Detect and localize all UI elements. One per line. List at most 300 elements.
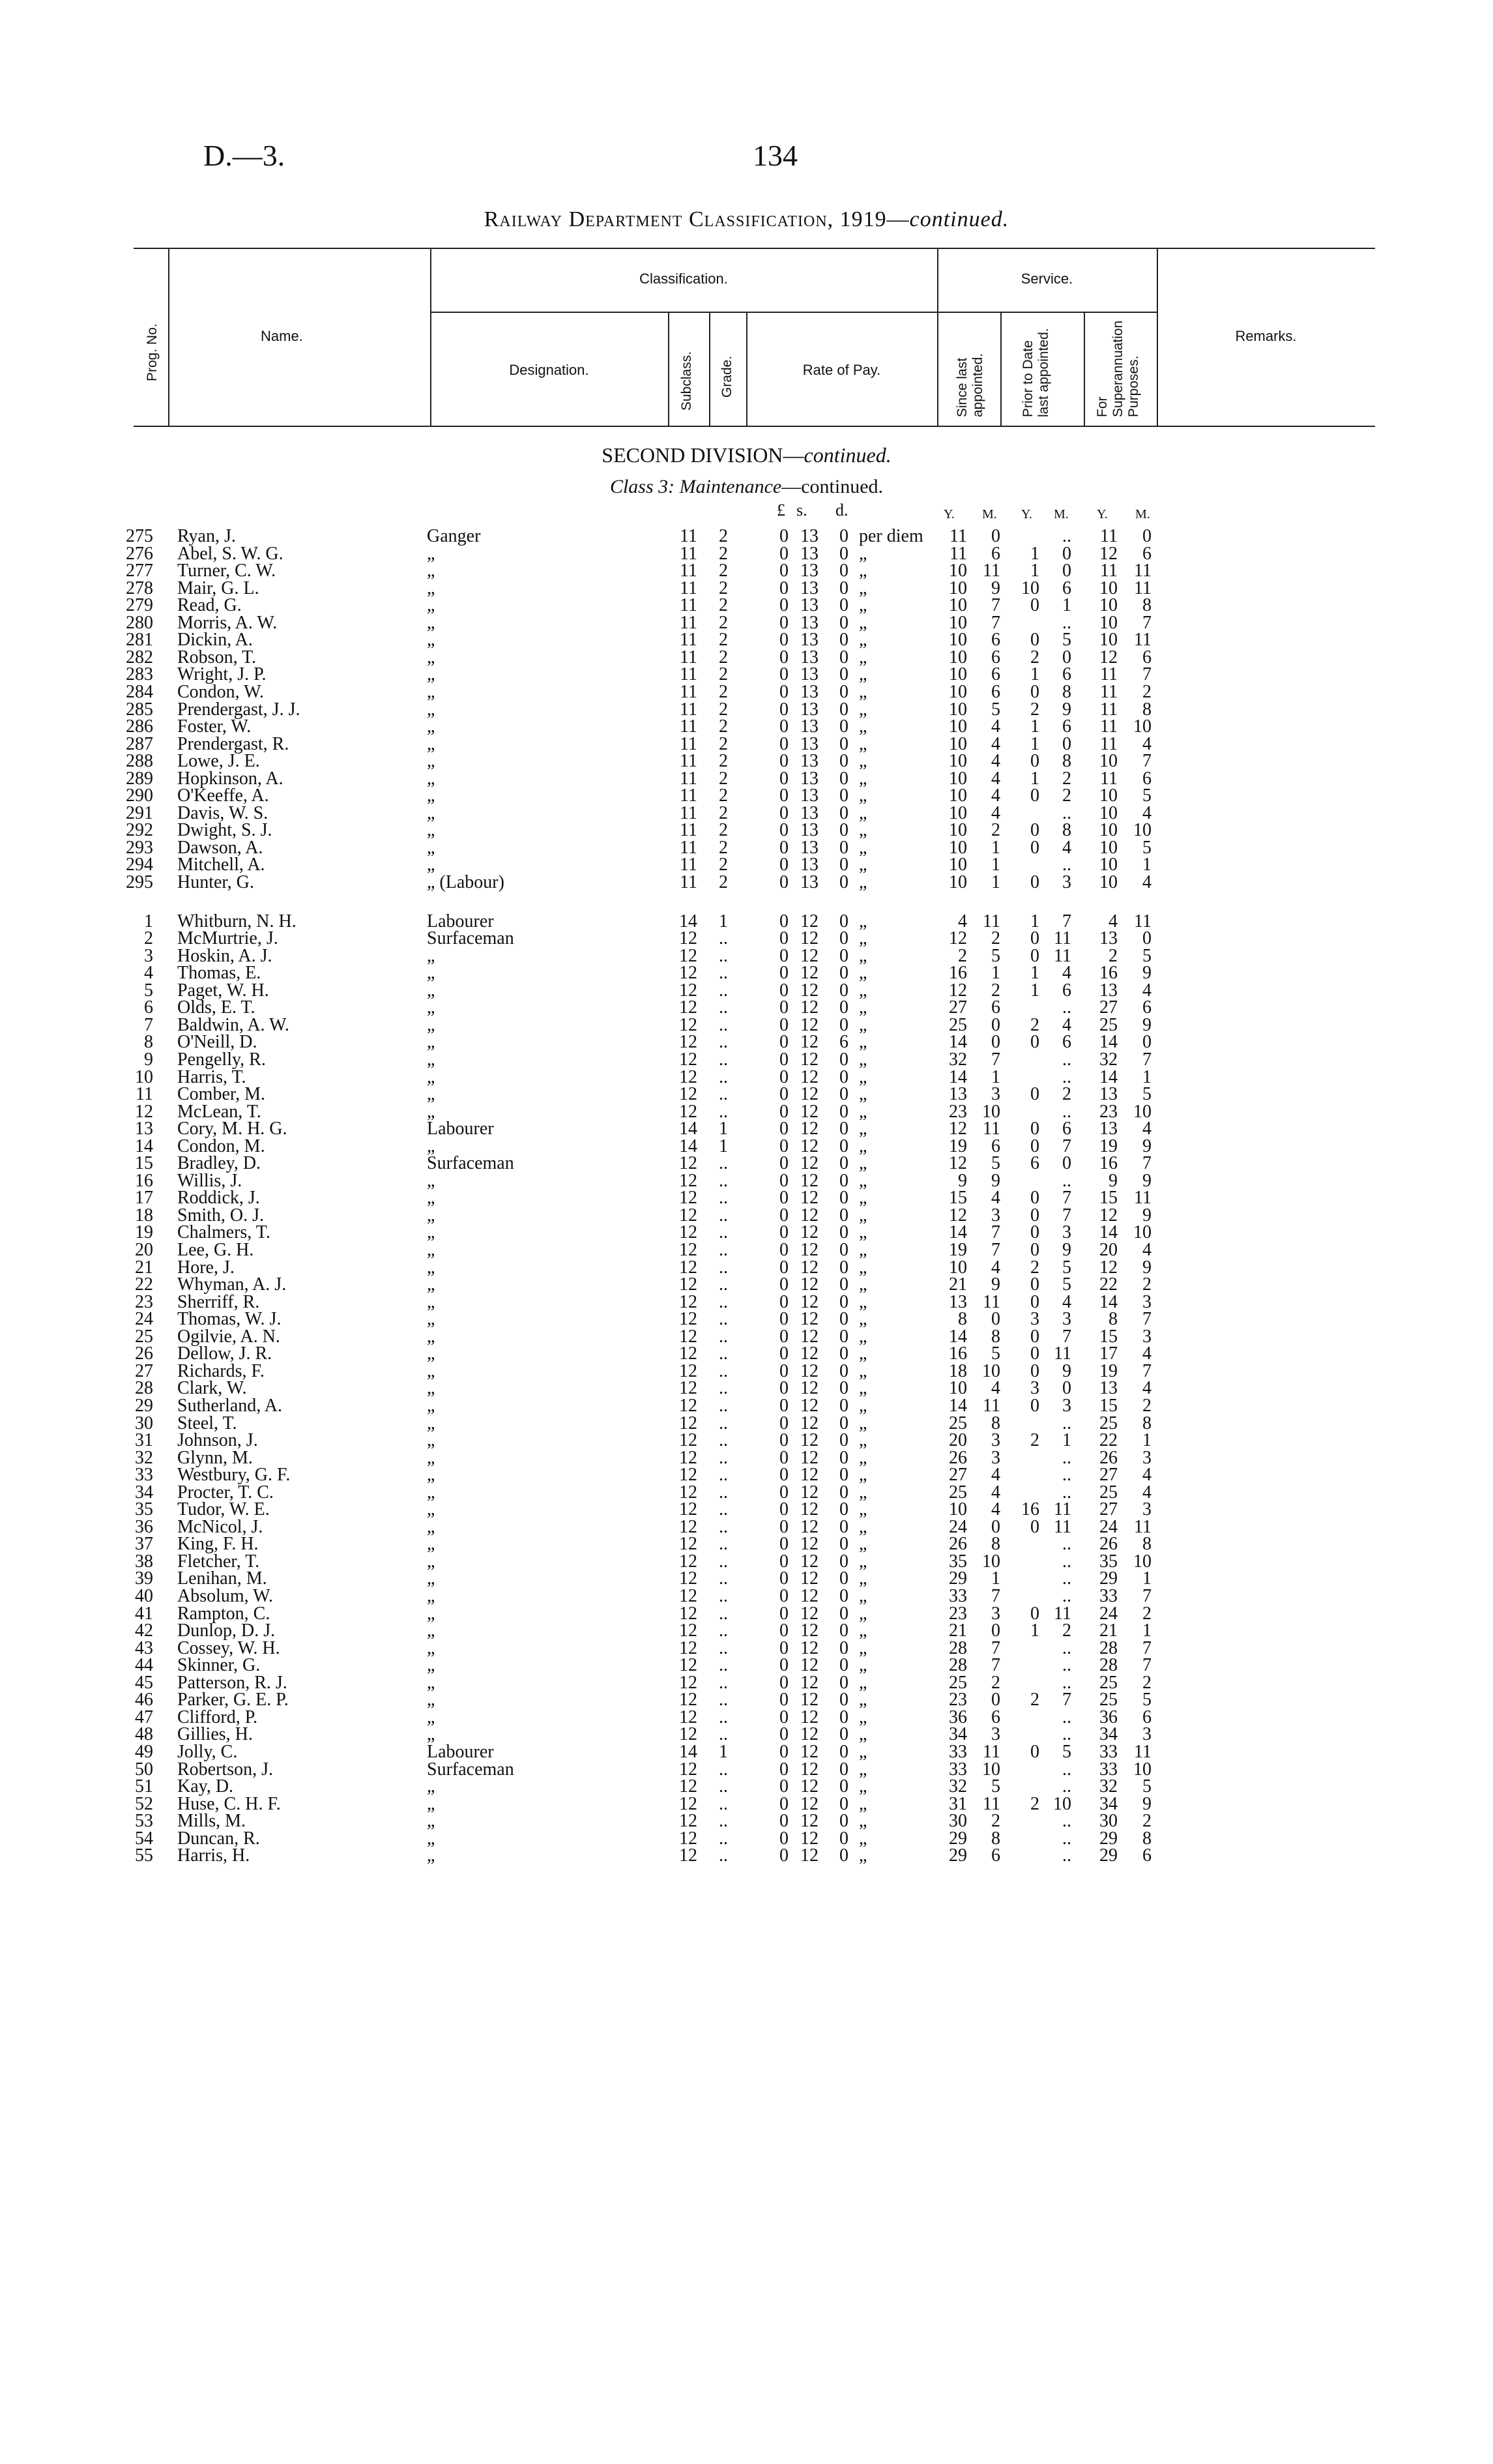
super-months: 2 xyxy=(1142,1396,1152,1416)
since-years: 24 xyxy=(949,1517,967,1537)
since-months: 4 xyxy=(991,1465,1000,1485)
employee-name: Fletcher, T. xyxy=(177,1551,260,1572)
super-months: 11 xyxy=(1134,578,1152,598)
since-months: 6 xyxy=(991,1845,1000,1866)
since-months: 4 xyxy=(991,769,1000,789)
prior-years: 0 xyxy=(1030,820,1039,840)
prior-months: 1 xyxy=(1062,1430,1071,1450)
subclass: 11 xyxy=(680,820,697,840)
designation: „ xyxy=(427,1378,435,1398)
prog-no: 6 xyxy=(144,997,153,1018)
grade: .. xyxy=(719,1343,728,1364)
super-months: 6 xyxy=(1142,544,1152,564)
since-years: 36 xyxy=(949,1707,967,1727)
rate-shillings: 12 xyxy=(800,946,819,966)
employee-name: Tudor, W. E. xyxy=(177,1499,270,1519)
grade: .. xyxy=(719,1690,728,1710)
rate-pounds: 0 xyxy=(779,578,789,598)
rate-shillings: 12 xyxy=(800,1482,819,1503)
rate-shillings: 12 xyxy=(800,1673,819,1693)
rate-shillings: 12 xyxy=(800,1240,819,1260)
super-months: 5 xyxy=(1142,1084,1152,1104)
prior-months: .. xyxy=(1062,1828,1071,1849)
rate-pence: 0 xyxy=(839,1430,848,1450)
super-months: 10 xyxy=(1133,1222,1152,1242)
employee-name: Chalmers, T. xyxy=(177,1222,270,1242)
prior-months: .. xyxy=(1062,1482,1071,1503)
rate-pence: 0 xyxy=(839,1188,848,1208)
subclass: 11 xyxy=(680,630,697,650)
since-months: 10 xyxy=(982,1759,1000,1780)
employee-name: Lee, G. H. xyxy=(177,1240,254,1260)
prog-no: 35 xyxy=(135,1499,153,1519)
rate-pence: 0 xyxy=(839,1119,848,1139)
prior-years: 1 xyxy=(1030,911,1039,931)
subclass: 11 xyxy=(680,544,697,564)
since-years: 25 xyxy=(949,1673,967,1693)
rate-shillings: 12 xyxy=(800,1828,819,1849)
super-months: 7 xyxy=(1142,613,1152,633)
rate-pounds: 0 xyxy=(779,997,789,1018)
name-header: Name. xyxy=(261,328,303,344)
rate-period: „ xyxy=(859,872,867,892)
super-years: 22 xyxy=(1099,1430,1118,1450)
rate-period: „ xyxy=(859,1534,867,1554)
since-years: 10 xyxy=(949,613,967,633)
since-years: 12 xyxy=(949,1153,967,1173)
prior-years: 0 xyxy=(1030,1274,1039,1295)
prog-no: 49 xyxy=(135,1742,153,1762)
employee-name: Dawson, A. xyxy=(177,838,263,858)
rate-pounds: 0 xyxy=(779,630,789,650)
super-months: 9 xyxy=(1142,1015,1152,1035)
designation: Ganger xyxy=(427,526,481,546)
designation: „ xyxy=(427,963,435,983)
prior-months: 5 xyxy=(1062,630,1071,650)
rate-shillings: 12 xyxy=(800,1309,819,1329)
super-years: 11 xyxy=(1100,682,1118,702)
prog-no: 33 xyxy=(135,1465,153,1485)
rate-shillings: 12 xyxy=(800,1776,819,1797)
rate-shillings: 13 xyxy=(800,544,819,564)
prog-no: 7 xyxy=(144,1015,153,1035)
since-years: 23 xyxy=(949,1102,967,1122)
subclass: 12 xyxy=(679,1586,697,1606)
prog-no: 23 xyxy=(135,1292,153,1312)
super-years: 11 xyxy=(1100,716,1118,737)
subclass: 11 xyxy=(680,526,697,546)
since-months: 4 xyxy=(991,1482,1000,1503)
subclass: 12 xyxy=(679,1015,697,1035)
division-heading xyxy=(0,443,1493,467)
rate-pounds: 0 xyxy=(779,1240,789,1260)
rate-shillings: 12 xyxy=(800,1499,819,1519)
super-years: 27 xyxy=(1099,1499,1118,1519)
super-years: 10 xyxy=(1099,803,1118,823)
rate-period: „ xyxy=(859,1776,867,1797)
subclass: 11 xyxy=(680,785,697,806)
super-years: 11 xyxy=(1100,734,1118,754)
prior-years: 0 xyxy=(1030,1742,1039,1762)
subclass: 14 xyxy=(679,1136,697,1156)
prog-no: 4 xyxy=(144,963,153,983)
since-years: 26 xyxy=(949,1448,967,1468)
rate-pence: 0 xyxy=(839,803,848,823)
super-months: 5 xyxy=(1142,785,1152,806)
prior-months: .. xyxy=(1062,1568,1071,1589)
since-months: 9 xyxy=(991,1274,1000,1295)
employee-name: Hoskin, A. J. xyxy=(177,946,272,966)
prog-no: 279 xyxy=(126,595,153,615)
super-years: 12 xyxy=(1099,647,1118,667)
designation: „ xyxy=(427,682,435,702)
employee-name: Hunter, G. xyxy=(177,872,254,892)
prog-no: 31 xyxy=(135,1430,153,1450)
since-months: 6 xyxy=(991,997,1000,1018)
subclass: 12 xyxy=(679,1240,697,1260)
since-years: 14 xyxy=(949,1067,967,1087)
grade: .. xyxy=(719,1724,728,1744)
rate-pence: 0 xyxy=(839,1724,848,1744)
employee-name: Morris, A. W. xyxy=(177,613,278,633)
super-years: 25 xyxy=(1099,1673,1118,1693)
since-years: 23 xyxy=(949,1604,967,1624)
super-years: 25 xyxy=(1099,1482,1118,1503)
rate-pounds: 0 xyxy=(779,911,789,931)
prog-no: 47 xyxy=(135,1707,153,1727)
prior-months: .. xyxy=(1062,1413,1071,1433)
rate-period: „ xyxy=(859,1551,867,1572)
designation: „ xyxy=(427,1015,435,1035)
super-years: 11 xyxy=(1100,769,1118,789)
grade: .. xyxy=(719,1638,728,1658)
title-year: 1919— xyxy=(839,207,910,231)
rate-shillings: 12 xyxy=(800,1724,819,1744)
rate-shillings: 12 xyxy=(800,1361,819,1381)
since-years: 12 xyxy=(949,980,967,1001)
grade: .. xyxy=(719,1707,728,1727)
rate-period: „ xyxy=(859,1759,867,1780)
rate-shillings: 12 xyxy=(800,1378,819,1398)
rate-pounds: 0 xyxy=(779,1776,789,1797)
since-months: 6 xyxy=(991,1707,1000,1727)
grade: .. xyxy=(719,1586,728,1606)
designation: „ xyxy=(427,1084,435,1104)
super-months: 10 xyxy=(1133,820,1152,840)
page-number: 134 xyxy=(753,139,798,172)
subclass: 11 xyxy=(680,699,697,720)
employee-name: Condon, W. xyxy=(177,682,265,702)
prior-months: 2 xyxy=(1062,1084,1071,1104)
rate-period: „ xyxy=(859,1413,867,1433)
subclass: 12 xyxy=(679,1067,697,1087)
prior-months: 9 xyxy=(1062,1240,1071,1260)
rate-shillings: 12 xyxy=(800,1015,819,1035)
super-years: 4 xyxy=(1109,911,1118,931)
rate-pence: 0 xyxy=(839,1171,848,1191)
subclass: 12 xyxy=(679,963,697,983)
designation: „ xyxy=(427,785,435,806)
since-months: 7 xyxy=(991,1586,1000,1606)
designation: „ xyxy=(427,769,435,789)
grade: .. xyxy=(719,1482,728,1503)
designation: „ xyxy=(427,1551,435,1572)
rate-period: „ xyxy=(859,699,867,720)
designation: „ xyxy=(427,1776,435,1797)
super-months: 8 xyxy=(1142,595,1152,615)
designation: „ xyxy=(427,1049,435,1070)
prior-years: 0 xyxy=(1030,872,1039,892)
rate-period: „ xyxy=(859,963,867,983)
super-months: 11 xyxy=(1134,1188,1152,1208)
prog-no: 52 xyxy=(135,1794,153,1814)
grade: 2 xyxy=(719,561,728,581)
grade: .. xyxy=(719,1240,728,1260)
since-months: 4 xyxy=(991,1378,1000,1398)
subclass: 11 xyxy=(680,838,697,858)
since-years: 11 xyxy=(949,544,967,564)
subclass: 11 xyxy=(680,803,697,823)
rate-pounds: 0 xyxy=(779,946,789,966)
since-years: 12 xyxy=(949,928,967,948)
since-months: 4 xyxy=(991,803,1000,823)
prior-months: 11 xyxy=(1054,928,1071,948)
super-months: 3 xyxy=(1142,1724,1152,1744)
rate-shillings: 12 xyxy=(800,997,819,1018)
rate-pence: 0 xyxy=(839,1499,848,1519)
rate-period: „ xyxy=(859,1067,867,1087)
rate-pence: 0 xyxy=(839,769,848,789)
subclass: 12 xyxy=(679,1084,697,1104)
employee-name: Thomas, W. J. xyxy=(177,1309,282,1329)
prog-no: 281 xyxy=(126,630,153,650)
subclass: 12 xyxy=(679,1482,697,1503)
designation: „ xyxy=(427,1396,435,1416)
rate-period: „ xyxy=(859,751,867,771)
classification-rule xyxy=(430,312,1157,313)
employee-name: Johnson, J. xyxy=(177,1430,258,1450)
subclass: 11 xyxy=(680,595,697,615)
rate-period: „ xyxy=(859,997,867,1018)
rate-pounds: 0 xyxy=(779,855,789,875)
grade: .. xyxy=(719,1604,728,1624)
rate-period: „ xyxy=(859,1084,867,1104)
unit-pounds: £ xyxy=(777,501,785,520)
rate-period: „ xyxy=(859,1845,867,1866)
super-years: 25 xyxy=(1099,1690,1118,1710)
since-months: 1 xyxy=(991,963,1000,983)
prior-months: 0 xyxy=(1062,1153,1071,1173)
super-years: 33 xyxy=(1099,1586,1118,1606)
employee-name: McLean, T. xyxy=(177,1102,261,1122)
super-years: 26 xyxy=(1099,1448,1118,1468)
employee-name: Hopkinson, A. xyxy=(177,769,283,789)
since-years: 10 xyxy=(949,1378,967,1398)
super-years: 29 xyxy=(1099,1568,1118,1589)
rate-pounds: 0 xyxy=(779,1759,789,1780)
super-months: 4 xyxy=(1142,980,1152,1001)
rate-pounds: 0 xyxy=(779,613,789,633)
rate-shillings: 12 xyxy=(800,1707,819,1727)
rate-period: „ xyxy=(859,1673,867,1693)
prior-months: 3 xyxy=(1062,872,1071,892)
super-months: 1 xyxy=(1142,1067,1152,1087)
rate-shillings: 13 xyxy=(800,682,819,702)
subclass: 11 xyxy=(680,578,697,598)
since-years: 29 xyxy=(949,1568,967,1589)
designation: „ xyxy=(427,1240,435,1260)
since-years: 19 xyxy=(949,1240,967,1260)
prior-months: 4 xyxy=(1062,963,1071,983)
rate-pence: 0 xyxy=(839,928,848,948)
grade: .. xyxy=(719,1568,728,1589)
rate-shillings: 12 xyxy=(800,1067,819,1087)
rate-period: „ xyxy=(859,647,867,667)
employee-name: Pengelly, R. xyxy=(177,1049,266,1070)
designation: „ xyxy=(427,803,435,823)
title-continued: continued. xyxy=(909,207,1009,231)
prior-months: 3 xyxy=(1062,1309,1071,1329)
since-years: 12 xyxy=(949,1205,967,1225)
employee-name: Harris, H. xyxy=(177,1845,250,1866)
since-months: 4 xyxy=(991,1499,1000,1519)
employee-name: Huse, C. H. F. xyxy=(177,1794,281,1814)
super-years: 10 xyxy=(1099,785,1118,806)
subclass: 12 xyxy=(679,1361,697,1381)
prog-no: 25 xyxy=(135,1327,153,1347)
super-months: 8 xyxy=(1142,1828,1152,1849)
subclass: 12 xyxy=(679,1551,697,1572)
prior-years: 2 xyxy=(1030,1430,1039,1450)
grade: .. xyxy=(719,1448,728,1468)
since-years: 10 xyxy=(949,682,967,702)
prog-no: 10 xyxy=(135,1067,153,1087)
rate-shillings: 12 xyxy=(800,1136,819,1156)
division-continued: continued. xyxy=(804,443,891,467)
subclass: 12 xyxy=(679,1621,697,1641)
designation: „ xyxy=(427,1171,435,1191)
col-divider xyxy=(168,248,169,426)
rate-shillings: 12 xyxy=(800,980,819,1001)
rate-pounds: 0 xyxy=(779,1742,789,1762)
designation: „ xyxy=(427,1205,435,1225)
super-years: 14 xyxy=(1099,1067,1118,1087)
super-years: 26 xyxy=(1099,1534,1118,1554)
rate-pence: 0 xyxy=(839,1413,848,1433)
employee-name: Lenihan, M. xyxy=(177,1568,267,1589)
rate-pounds: 0 xyxy=(779,1465,789,1485)
since-months: 7 xyxy=(991,1638,1000,1658)
prog-no: 1 xyxy=(144,911,153,931)
prior-months: 6 xyxy=(1062,1032,1071,1052)
grade: 2 xyxy=(719,872,728,892)
since-years: 10 xyxy=(949,769,967,789)
rate-shillings: 12 xyxy=(800,1551,819,1572)
designation: „ xyxy=(427,1586,435,1606)
prior-months: 0 xyxy=(1062,561,1071,581)
designation: „ xyxy=(427,1188,435,1208)
prior-months: .. xyxy=(1062,1776,1071,1797)
since-months: 2 xyxy=(991,1673,1000,1693)
prior-months: 1 xyxy=(1062,595,1071,615)
subclass: 12 xyxy=(679,1638,697,1658)
rate-pence: 0 xyxy=(839,751,848,771)
super-months: 3 xyxy=(1142,1292,1152,1312)
designation: „ xyxy=(427,1811,435,1831)
since-months: 8 xyxy=(991,1327,1000,1347)
prog-no: 36 xyxy=(135,1517,153,1537)
grade: .. xyxy=(719,928,728,948)
rate-pence: 0 xyxy=(839,1811,848,1831)
since-years: 10 xyxy=(949,1257,967,1278)
rate-period: „ xyxy=(859,1119,867,1139)
subclass: 11 xyxy=(680,716,697,737)
rate-pounds: 0 xyxy=(779,1032,789,1052)
designation: „ xyxy=(427,1448,435,1468)
since-years: 13 xyxy=(949,1084,967,1104)
super-years: 14 xyxy=(1099,1222,1118,1242)
prior-years: 0 xyxy=(1030,1343,1039,1364)
rate-pence: 0 xyxy=(839,1586,848,1606)
prog-no: 293 xyxy=(126,838,153,858)
super-months: 7 xyxy=(1142,1049,1152,1070)
prior-years: 1 xyxy=(1030,716,1039,737)
rate-pounds: 0 xyxy=(779,561,789,581)
rate-pence: 0 xyxy=(839,630,848,650)
since-years: 28 xyxy=(949,1638,967,1658)
subclass: 11 xyxy=(680,613,697,633)
rate-period: „ xyxy=(859,1828,867,1849)
prior-months: 4 xyxy=(1062,838,1071,858)
since-years: 8 xyxy=(958,1309,967,1329)
rate-shillings: 12 xyxy=(800,1430,819,1450)
rate-period: „ xyxy=(859,1343,867,1364)
prog-no: 42 xyxy=(135,1621,153,1641)
rate-pounds: 0 xyxy=(779,544,789,564)
subclass: 12 xyxy=(679,1222,697,1242)
rate-period: „ xyxy=(859,578,867,598)
super-years: 16 xyxy=(1099,963,1118,983)
prog-no: 50 xyxy=(135,1759,153,1780)
designation: „ xyxy=(427,1499,435,1519)
rate-pence: 0 xyxy=(839,1568,848,1589)
super-years: 16 xyxy=(1099,1153,1118,1173)
prior-years: 16 xyxy=(1021,1499,1039,1519)
rate-pence: 0 xyxy=(839,664,848,684)
grade: .. xyxy=(719,1327,728,1347)
rate-period: „ xyxy=(859,1240,867,1260)
subclass: 12 xyxy=(679,1102,697,1122)
rate-pence: 0 xyxy=(839,682,848,702)
super-years: 10 xyxy=(1099,855,1118,875)
table-row xyxy=(0,1846,1493,1866)
prog-no: 18 xyxy=(135,1205,153,1225)
prog-no: 27 xyxy=(135,1361,153,1381)
prog-no: 38 xyxy=(135,1551,153,1572)
super-years: 28 xyxy=(1099,1655,1118,1675)
super-months: 10 xyxy=(1133,1759,1152,1780)
super-months: 9 xyxy=(1142,1205,1152,1225)
rate-pence: 0 xyxy=(839,1102,848,1122)
designation: „ xyxy=(427,1655,435,1675)
employee-name: Robson, T. xyxy=(177,647,257,667)
super-months: 5 xyxy=(1142,838,1152,858)
prior-months: 0 xyxy=(1062,1378,1071,1398)
rate-pence: 0 xyxy=(839,963,848,983)
subclass: 11 xyxy=(680,734,697,754)
rate-period: „ xyxy=(859,855,867,875)
since-years: 26 xyxy=(949,1534,967,1554)
